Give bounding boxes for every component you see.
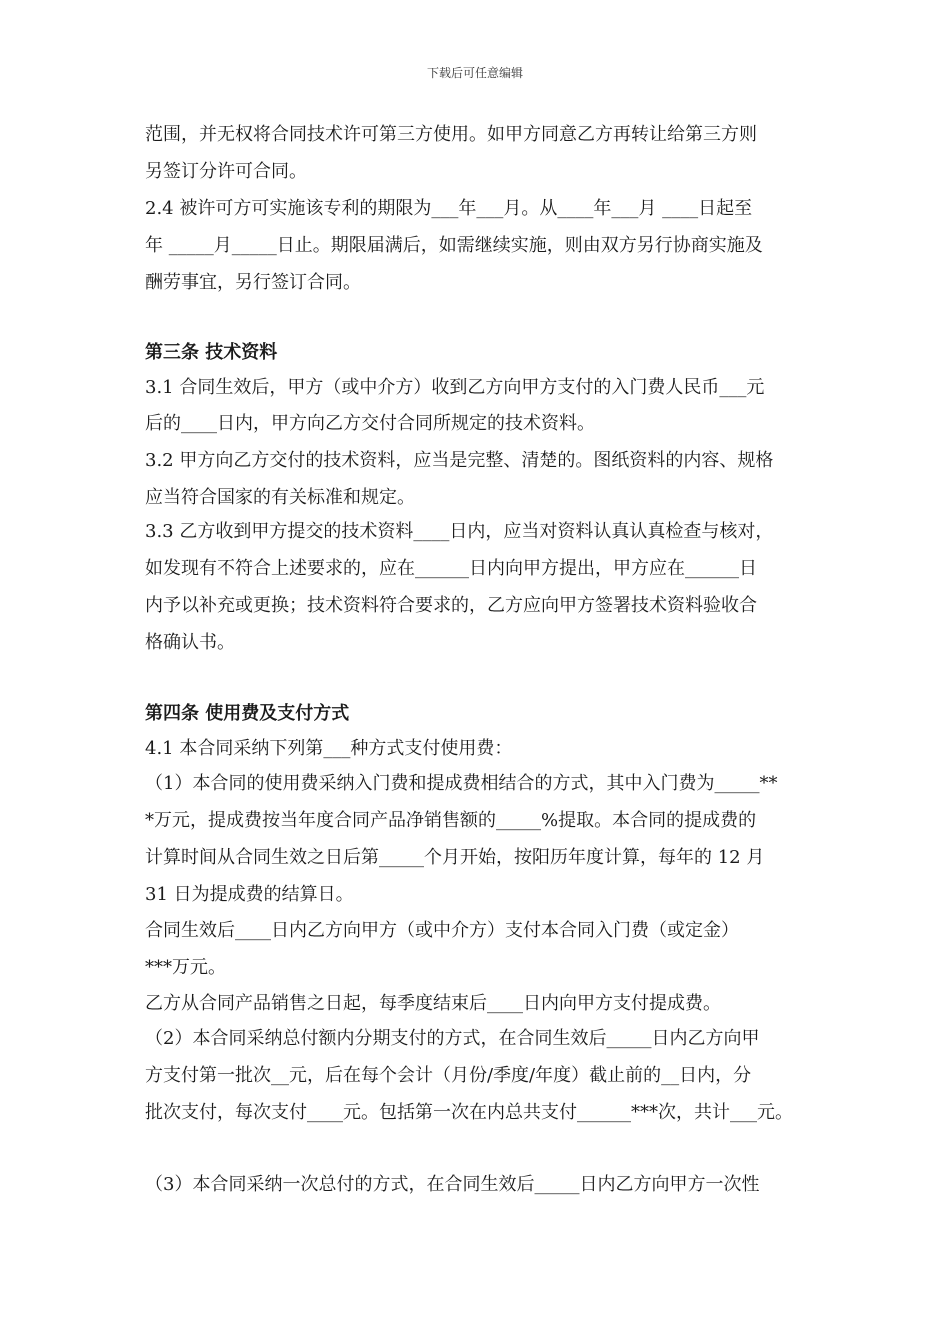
paragraph-line: 乙方从合同产品销售之日起，每季度结束后____日内向甲方支付提成费。 — [145, 993, 721, 1014]
paragraph-line: 后的____日内，甲方向乙方交付合同所规定的技术资料。 — [145, 413, 595, 434]
paragraph-line: 合同生效后____日内乙方向甲方（或中介方）支付本合同入门费（或定金） — [145, 920, 739, 941]
paragraph-line: （3）本合同采纳一次总付的方式，在合同生效后_____日内乙方向甲方一次性 — [145, 1174, 760, 1195]
paragraph-line: ***万元。 — [145, 957, 226, 978]
paragraph-line: 格确认书。 — [145, 632, 235, 653]
section-heading: 第三条 技术资料 — [145, 342, 278, 363]
paragraph-line: 3.2 甲方向乙方交付的技术资料，应当是完整、清楚的。图纸资料的内容、规格 — [145, 450, 774, 471]
paragraph-line: 年 _____月_____日止。期限届满后，如需继续实施，则由双方另行协商实施及 — [145, 235, 763, 256]
page-header: 下载后可任意编辑 — [426, 66, 523, 80]
paragraph-line: 2.4 被许可方可实施该专利的期限为___年___月。从____年___月 ____日起至 — [145, 198, 753, 219]
paragraph-line: 酬劳事宜，另行签订合同。 — [145, 272, 361, 293]
paragraph-line: 计算时间从合同生效之日后第_____个月开始，按阳历年度计算，每年的 12 月 — [145, 847, 765, 868]
paragraph-line: 31 日为提成费的结算日。 — [145, 884, 354, 905]
paragraph-line: 应当符合国家的有关标准和规定。 — [145, 487, 415, 508]
paragraph-line: 3.3 乙方收到甲方提交的技术资料____日内，应当对资料认真认真检查与核对， — [145, 521, 774, 542]
paragraph-line: *万元，提成费按当年度合同产品净销售额的_____%提取。本合同的提成费的 — [145, 810, 757, 831]
paragraph-line: 4.1 本合同采纳下列第___种方式支付使用费： — [145, 738, 513, 759]
paragraph-line: 内予以补充或更换；技术资料符合要求的，乙方应向甲方签署技术资料验收合 — [145, 595, 757, 616]
paragraph-line: 如发现有不符合上述要求的，应在______日内向甲方提出，甲方应在______日 — [145, 558, 757, 579]
paragraph-line: 范围，并无权将合同技术许可第三方使用。如甲方同意乙方再转让给第三方则 — [145, 124, 757, 145]
paragraph-line: 方支付第一批次__元，后在每个会计（月份/季度/年度）截止前的__日内，分 — [145, 1065, 752, 1086]
paragraph-line: （2）本合同采纳总付额内分期支付的方式，在合同生效后_____日内乙方向甲 — [145, 1028, 760, 1049]
paragraph-line: 3.1 合同生效后，甲方（或中介方）收到乙方向甲方支付的入门费人民币___元 — [145, 377, 765, 398]
paragraph-line: （1）本合同的使用费采纳入门费和提成费相结合的方式，其中入门费为_____** — [145, 773, 778, 794]
paragraph-line: 批次支付，每次支付____元。包括第一次在内总共支付______***次，共计___元。 — [145, 1102, 793, 1123]
paragraph-line: 另签订分许可合同。 — [145, 161, 307, 182]
section-heading: 第四条 使用费及支付方式 — [145, 703, 350, 724]
